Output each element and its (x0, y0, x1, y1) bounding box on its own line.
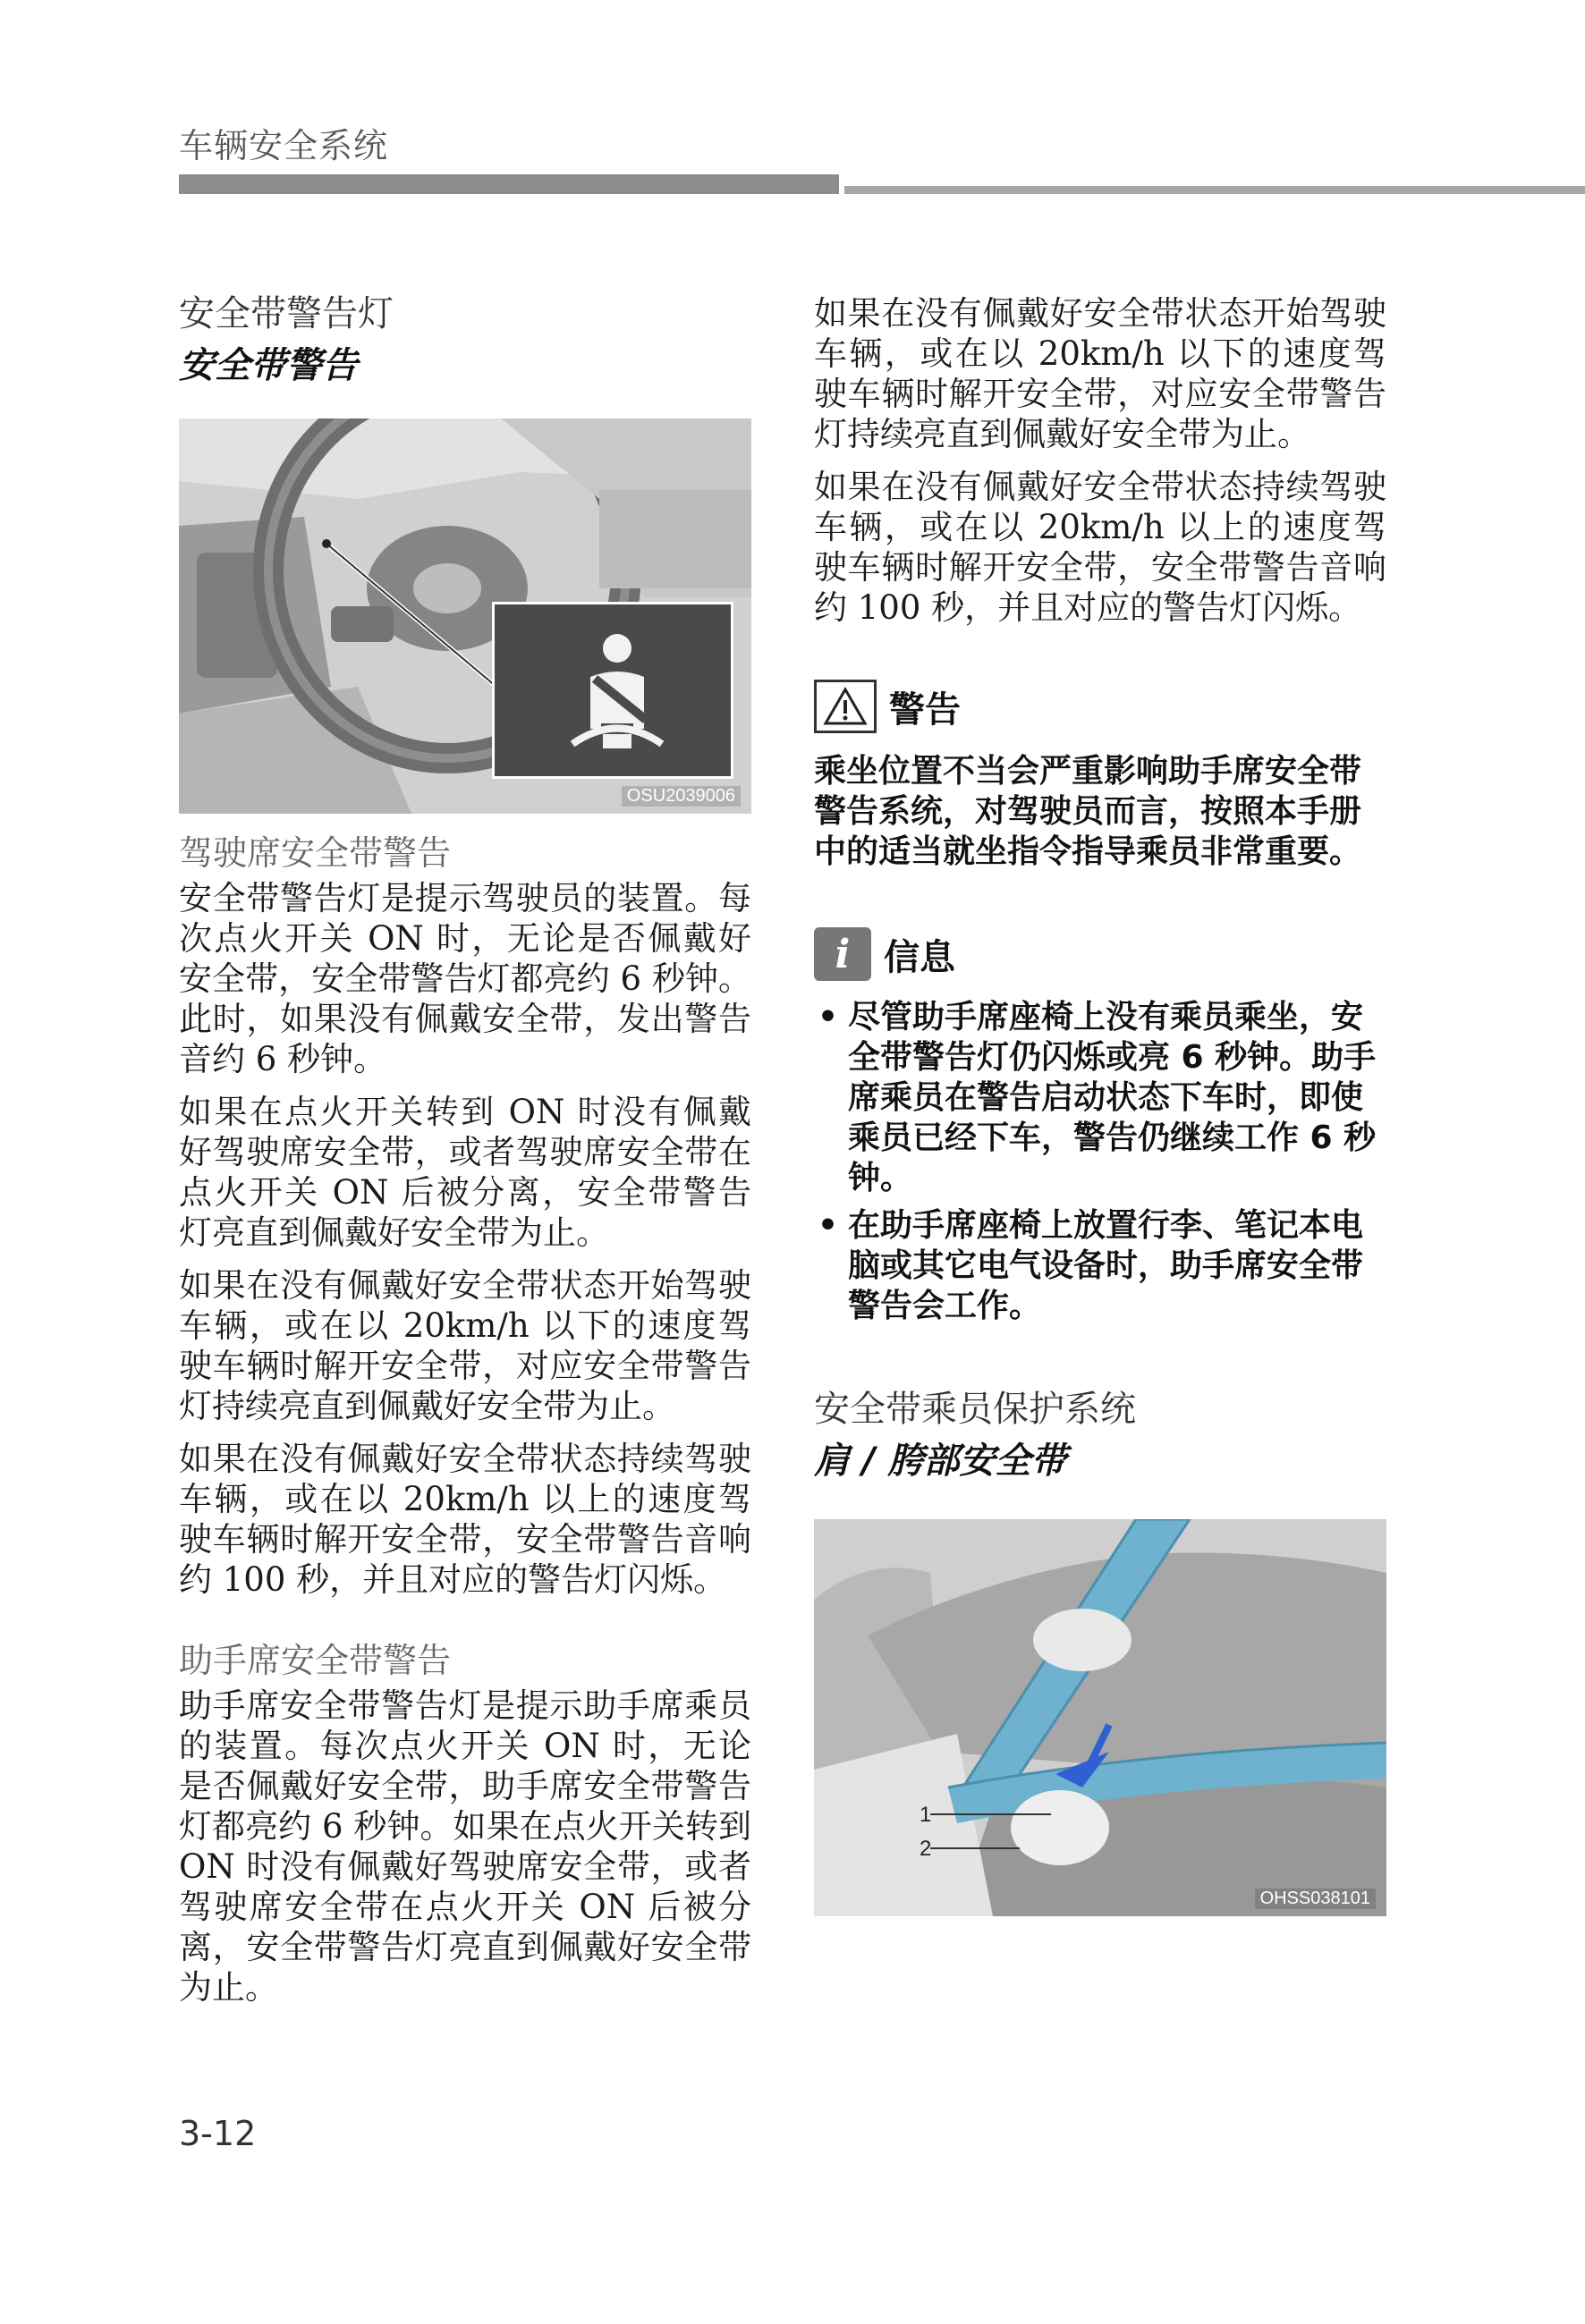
info-bullet: • 尽管助手席座椅上没有乘员乘坐，安全带警告灯仍闪烁或亮 6 秒钟。助手席乘员在警告启动状态下车时，即使乘员已经下车，警告仍继续工作 6 秒钟。 (814, 997, 1386, 1198)
seatbelt-person-icon (546, 623, 680, 757)
figure-code: OSU2039006 (622, 786, 741, 807)
driver-paragraph: 如果在没有佩戴好安全带状态开始驾驶车辆，或在以 20km/h 以下的速度驾驶车辆时解开安全带，对应安全带警告灯持续亮直到佩戴好安全带为止。 (179, 1266, 751, 1425)
dashboard-warning-figure (179, 418, 751, 814)
header-rule-light (844, 186, 1585, 194)
subtitle-seatbelt-warning: 安全带警告 (179, 345, 358, 386)
driver-paragraph: 安全带警告灯是提示驾驶员的装置。每次点火开关 ON 时，无论是否佩戴好安全带，安全带警告灯都亮约 6 秒钟。此时，如果没有佩戴安全带，发出警告音约 6 秒钟。 (179, 879, 751, 1078)
info-header (814, 925, 1386, 983)
callout-label: 1 (920, 1803, 932, 1827)
info-icon: i (814, 927, 871, 981)
warning-triangle-icon (814, 680, 877, 733)
callout-label: 2 (920, 1837, 932, 1861)
subtitle-lap-shoulder-belt: 肩 / 胯部安全带 (814, 1441, 1067, 1482)
info-box (814, 925, 1386, 1326)
figure-code: OHSS038101 (1255, 1889, 1376, 1909)
left-column (179, 288, 751, 2020)
info-bullet: • 在助手席座椅上放置行李、笔记本电脑或其它电气设备时，助手席安全带警告会工作。 (814, 1205, 1386, 1326)
right-paragraph: 如果在没有佩戴好安全带状态持续驾驶车辆，或在以 20km/h 以上的速度驾驶车辆时解开安全带，安全带警告音响约 100 秒，并且对应的警告灯闪烁。 (814, 468, 1386, 627)
warning-box (814, 678, 1386, 872)
passenger-paragraph: 助手席安全带警告灯是提示助手席乘员的装置。每次点火开关 ON 时，无论是否佩戴好安全带，助手席安全带警告灯都亮约 6 秒钟。如果在点火开关转到 ON 时没有佩戴好驾驶席安全带，或者驾驶席安全带在点火开关 ON 后被分离，安全带警告灯亮直到佩戴好安全带为止。 (179, 1686, 751, 2007)
section-title-occupant-protection: 安全带乘员保护系统 (814, 1389, 1136, 1430)
seatbelt-wearing-figure (814, 1519, 1386, 1916)
driver-paragraph: 如果在点火开关转到 ON 时没有佩戴好驾驶席安全带，或者驾驶席安全带在点火开关 ON 后被分离，安全带警告灯亮直到佩戴好安全带为止。 (179, 1093, 751, 1252)
driver-seatbelt-warning-head: 驾驶席安全带警告 (179, 833, 452, 873)
seatbelt-illustration (814, 1519, 1386, 1916)
driver-paragraph: 如果在没有佩戴好安全带状态持续驾驶车辆，或在以 20km/h 以上的速度驾驶车辆时解开安全带，安全带警告音响约 100 秒，并且对应的警告灯闪烁。 (179, 1440, 751, 1599)
header-title: 车辆安全系统 (179, 126, 389, 165)
header-rule-dark (179, 174, 839, 194)
page-number: 3-12 (179, 2114, 257, 2153)
info-list (814, 997, 1386, 1326)
right-paragraph: 如果在没有佩戴好安全带状态开始驾驶车辆，或在以 20km/h 以下的速度驾驶车辆时解开安全带，对应安全带警告灯持续亮直到佩戴好安全带为止。 (814, 294, 1386, 453)
right-column (814, 288, 1386, 1916)
passenger-seatbelt-warning-head: 助手席安全带警告 (179, 1641, 452, 1680)
section-title-seatbelt-warning-light: 安全带警告灯 (179, 293, 394, 334)
warning-text: 乘坐位置不当会严重影响助手席安全带警告系统，对驾驶员而言，按照本手册中的适当就坐指令指导乘员非常重要。 (814, 753, 1362, 870)
seatbelt-warning-icon (492, 602, 733, 779)
info-label: 信息 (884, 936, 955, 978)
warning-header (814, 678, 1386, 735)
warning-label: 警告 (889, 689, 961, 731)
